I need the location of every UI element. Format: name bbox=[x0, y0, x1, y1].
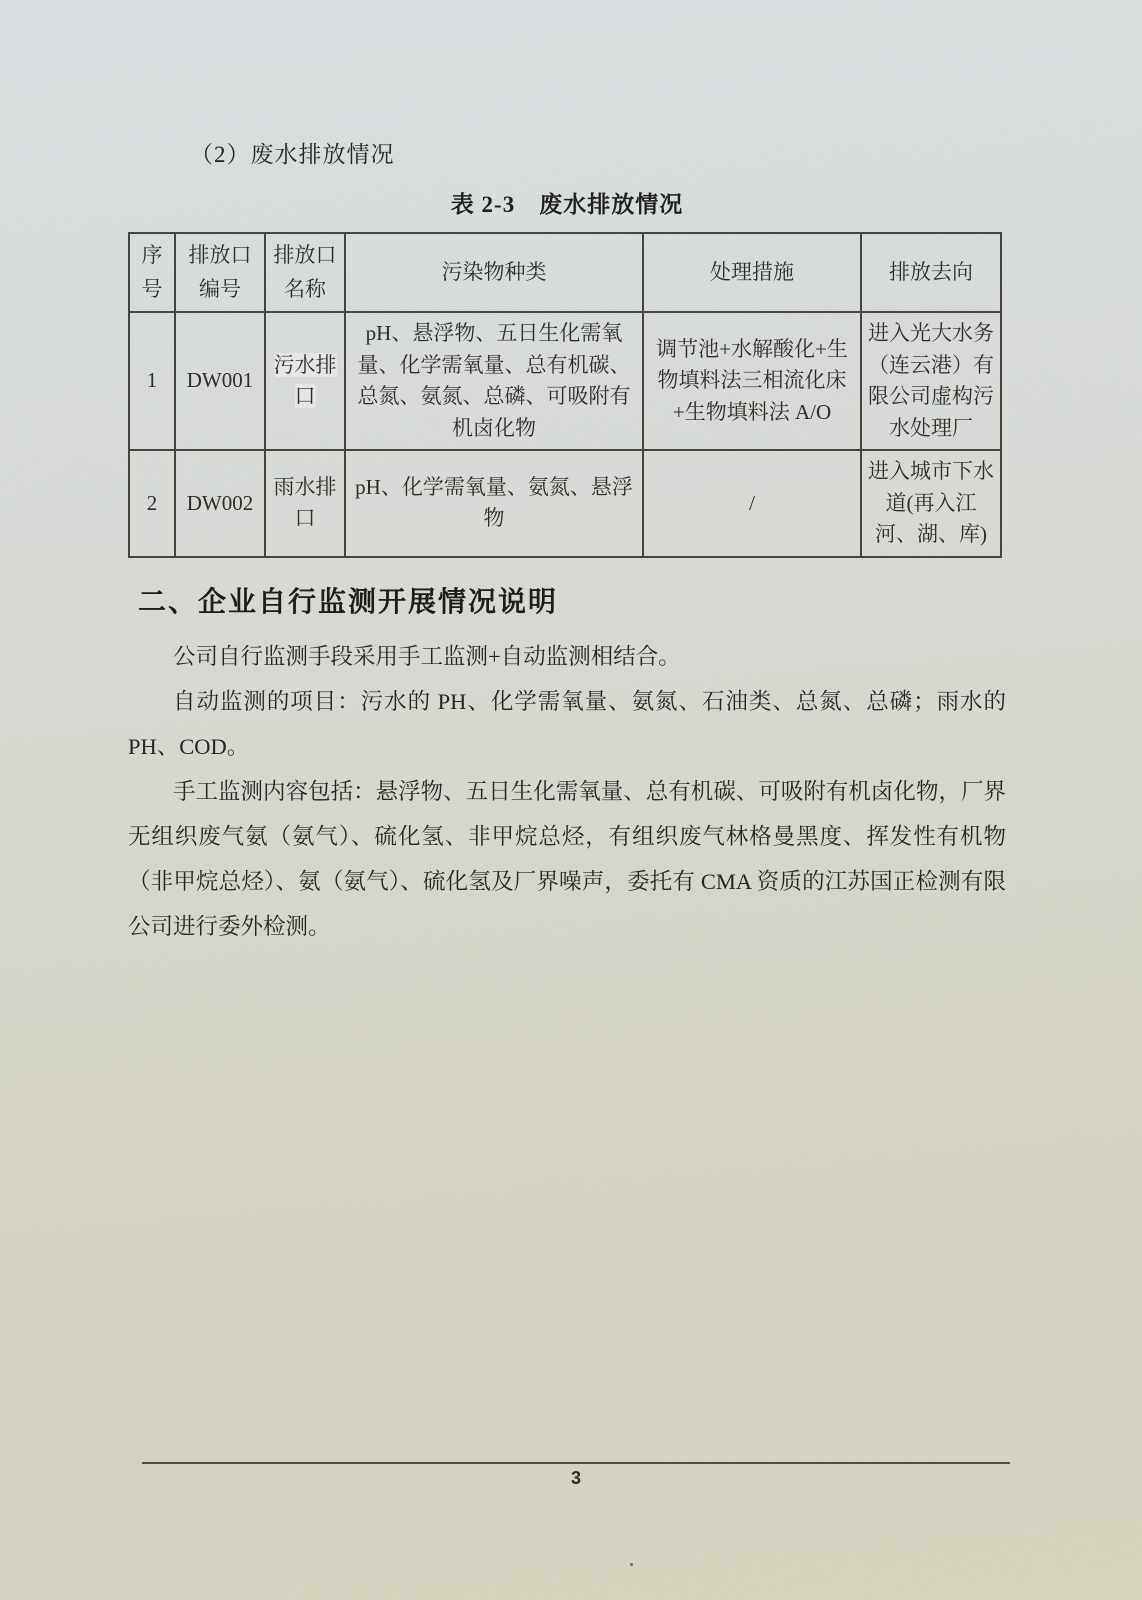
cell-treatment-measure: / bbox=[643, 450, 861, 557]
footer-divider bbox=[142, 1462, 1010, 1464]
subsection-heading: （2）废水排放情况 bbox=[190, 142, 395, 167]
cell-serial-number: 2 bbox=[129, 450, 175, 557]
table-header-row bbox=[129, 233, 1001, 312]
page-content bbox=[128, 0, 1006, 949]
header-treatment-measure: 处理措施 bbox=[643, 233, 861, 312]
scan-artifact-speck bbox=[630, 1563, 633, 1566]
table-caption: 表 2-3 废水排放情况 bbox=[450, 192, 684, 217]
cell-outfall-name: 雨水排口 bbox=[265, 450, 345, 557]
page-number: 3 bbox=[570, 1468, 581, 1488]
header-outfall-code: 排放口编号 bbox=[175, 233, 265, 312]
section-heading: 二、企业自行监测开展情况说明 bbox=[138, 585, 559, 617]
body-text bbox=[128, 634, 1006, 949]
cell-outfall-code: DW002 bbox=[175, 450, 265, 557]
cell-pollutant-type: pH、化学需氧量、氨氮、悬浮物 bbox=[345, 450, 643, 557]
header-serial-number: 序号 bbox=[129, 233, 175, 312]
cell-discharge-destination: 进入光大水务（连云港）有限公司虚构污水处理厂 bbox=[861, 312, 1001, 450]
table-row bbox=[129, 450, 1001, 557]
header-discharge-destination: 排放去向 bbox=[861, 233, 1001, 312]
cell-discharge-destination: 进入城市下水道(再入江河、湖、库) bbox=[861, 450, 1001, 557]
outfall-name-text: 污水排口 bbox=[273, 352, 337, 409]
paragraph-manual-monitoring: 手工监测内容包括：悬浮物、五日生化需氧量、总有机碳、可吸附有机卤化物，厂界无组织废气氨（氨气）、硫化氢、非甲烷总烃，有组织废气林格曼黑度、挥发性有机物（非甲烷总烃）、氨（氨气）、硫化氢及厂界噪声，委托有 CMA 资质的江苏国正检测有限公司进行委外检测。 bbox=[128, 778, 1006, 939]
paragraph-monitoring-method: 公司自行监测手段采用手工监测+自动监测相结合。 bbox=[173, 643, 681, 669]
cell-pollutant-type: pH、悬浮物、五日生化需氧量、化学需氧量、总有机碳、总氮、氨氮、总磷、可吸附有机卤化物 bbox=[345, 312, 643, 450]
table-row bbox=[129, 312, 1001, 450]
header-pollutant-type: 污染物种类 bbox=[345, 233, 643, 312]
wastewater-discharge-table bbox=[128, 232, 1002, 558]
cell-treatment-measure: 调节池+水解酸化+生物填料法三相流化床+生物填料法 A/O bbox=[643, 312, 861, 450]
header-outfall-name: 排放口名称 bbox=[265, 233, 345, 312]
cell-outfall-name bbox=[265, 312, 345, 450]
cell-outfall-code: DW001 bbox=[175, 312, 265, 450]
cell-serial-number: 1 bbox=[129, 312, 175, 450]
paragraph-automatic-monitoring: 自动监测的项目：污水的 PH、化学需氧量、氨氮、石油类、总氮、总磷；雨水的 PH、COD。 bbox=[128, 688, 1006, 759]
